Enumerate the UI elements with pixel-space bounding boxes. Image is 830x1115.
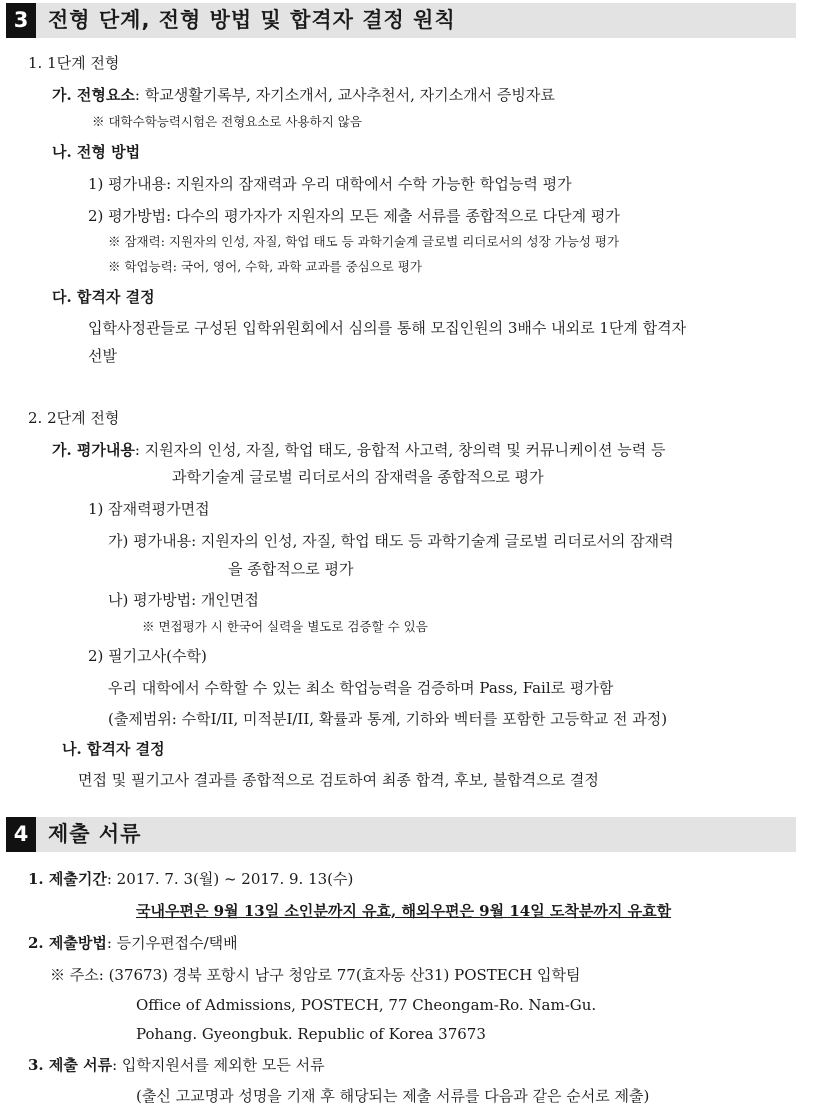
stage2-interview-content: 가) 평가내용: 지원자의 인성, 자질, 학업 태도 등 과학기술계 글로벌 리더로서의 잠재력	[108, 532, 674, 550]
stage1-ability-note: ※ 학업능력: 국어, 영어, 수학, 과학 교과를 중심으로 평가	[108, 259, 422, 274]
postal-validity-note: 국내우편은 9월 13일 소인분까지 유효, 해외우편은 9월 14일 도착분까지 유효함	[136, 902, 672, 920]
stage1-decision-text: 입학사정관들로 구성된 입학위원회에서 심의를 통해 모집인원의 3배수 내외로 1단계 합격자	[88, 319, 687, 337]
stage1-eval-method: 2) 평가방법: 다수의 평가자가 지원자의 모든 제출 서류를 종합적으로 다단계 평가	[88, 207, 620, 225]
address-english-line1: Office of Admissions, POSTECH, 77 Cheongam-Ro. Nam-Gu.	[136, 996, 597, 1014]
stage1-potential-note: ※ 잠재력: 지원자의 인성, 자질, 학업 태도 등 과학기술계 글로벌 리더로서의 성장 가능성 평가	[108, 234, 620, 249]
stage1-decision-heading: 다. 합격자 결정	[52, 288, 155, 306]
required-documents-label: 3. 제출 서류	[28, 1056, 113, 1074]
stage2-written-exam-heading: 2) 필기고사(수학)	[88, 647, 207, 665]
required-documents-text: : 입학지원서를 제외한 모든 서류	[112, 1056, 325, 1074]
required-documents-note: (출신 고교명과 성명을 기재 후 해당되는 제출 서류를 다음과 같은 순서로 제출)	[136, 1087, 650, 1105]
required-documents	[28, 1055, 325, 1075]
section-number: 3	[6, 3, 36, 38]
submission-period-text: : 2017. 7. 3(월) ~ 2017. 9. 13(수)	[106, 870, 354, 888]
stage2-eval-label: 가. 평가내용	[52, 441, 135, 459]
section-3-header	[6, 3, 796, 38]
stage1-decision-text-cont: 선발	[88, 347, 117, 365]
address-english-line2: Pohang. Gyeongbuk. Republic of Korea 37673	[136, 1025, 486, 1043]
stage1-elements-text: : 학교생활기록부, 자기소개서, 교사추천서, 자기소개서 증빙자료	[134, 86, 555, 104]
address-korean: ※ 주소: (37673) 경북 포항시 남구 청암로 77(효자동 산31) POSTECH 입학팀	[50, 966, 581, 984]
stage1-csat-note: ※ 대학수학능력시험은 전형요소로 사용하지 않음	[92, 114, 362, 129]
stage2-eval-text-cont: 과학기술계 글로벌 리더로서의 잠재력을 종합적으로 평가	[172, 468, 544, 486]
stage2-written-exam-scope: (출제범위: 수학I/II, 미적분I/II, 확률과 통계, 기하와 벡터를 포함한 고등학교 전 과정)	[108, 710, 668, 728]
submission-period	[28, 869, 353, 889]
stage2-eval-content	[52, 440, 665, 460]
stage2-interview-method: 나) 평가방법: 개인면접	[108, 591, 259, 609]
stage2-decision-text: 면접 및 필기고사 결과를 종합적으로 검토하여 최종 합격, 후보, 불합격으로 결정	[78, 771, 599, 789]
stage2-eval-text: : 지원자의 인성, 자질, 학업 태도, 융합적 사고력, 창의력 및 커뮤니케이션 능력 등	[134, 441, 666, 459]
stage2-interview-content-cont: 을 종합적으로 평가	[228, 560, 354, 578]
section-title: 제출 서류	[48, 822, 142, 846]
section-4-header	[6, 817, 796, 852]
stage1-method-heading: 나. 전형 방법	[52, 143, 141, 161]
section-number: 4	[6, 817, 36, 852]
stage2-interview-heading: 1) 잠재력평가면접	[88, 500, 210, 518]
stage1-elements	[52, 85, 555, 105]
submission-method	[28, 933, 238, 953]
stage1-elements-label: 가. 전형요소	[52, 86, 135, 104]
stage1-eval-content: 1) 평가내용: 지원자의 잠재력과 우리 대학에서 수학 가능한 학업능력 평가	[88, 175, 572, 193]
stage2-written-exam-text: 우리 대학에서 수학할 수 있는 최소 학업능력을 검증하며 Pass, Fail로 평가함	[108, 679, 614, 697]
submission-method-label: 2. 제출방법	[28, 934, 107, 952]
stage2-decision-heading: 나. 합격자 결정	[62, 740, 165, 758]
submission-method-text: : 등기우편접수/택배	[106, 934, 238, 952]
section-title: 전형 단계, 전형 방법 및 합격자 결정 원칙	[48, 8, 456, 32]
stage2-korean-note: ※ 면접평가 시 한국어 실력을 별도로 검증할 수 있음	[142, 619, 428, 634]
stage1-heading: 1. 1단계 전형	[28, 54, 120, 72]
stage2-heading: 2. 2단계 전형	[28, 409, 120, 427]
submission-period-label: 1. 제출기간	[28, 870, 107, 888]
